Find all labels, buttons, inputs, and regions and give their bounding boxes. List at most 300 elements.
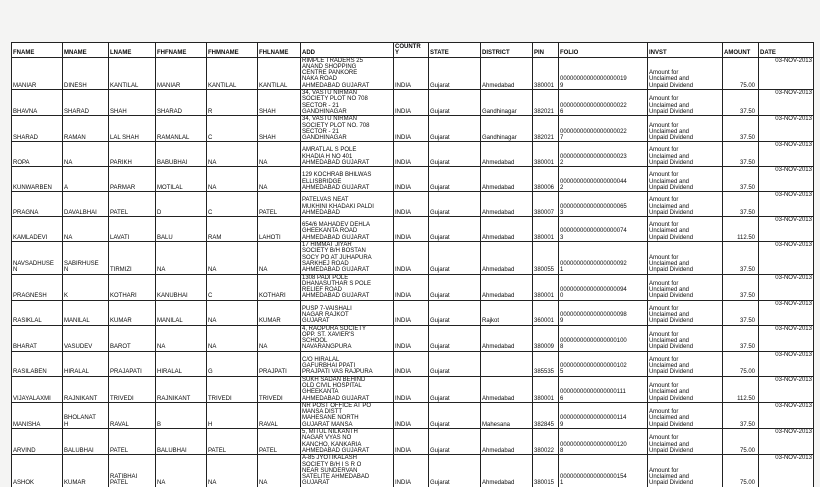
cell-amount-value: 37.50 [739,108,755,115]
cell-fhlname-value: PATEL [259,447,278,454]
cell-fhmname [207,242,258,274]
cell-fname [12,402,63,428]
column-header-label: DATE [760,50,776,57]
table-row [12,192,814,217]
cell-add [301,455,394,487]
cell-date [759,57,814,89]
cell-add-value: PUSP 7-VAISHALI NAGAR RAJKOT GUJARAT [302,305,352,325]
cell-invst [648,376,723,402]
cell-add-value: 34, VASTU NIRMAN SOCIETY PLOT NO. 708 SECTOR - 21 GANDHINAGAR [302,116,370,142]
cell-mname-value: HIRALAL [64,369,90,376]
cell-fhlname [258,429,301,455]
cell-district-value: Ahmedabad [482,395,515,402]
cell-mname [63,429,109,455]
cell-fhmname [207,300,258,325]
cell-lname [109,57,156,89]
cell-fhfname [156,351,207,376]
cell-lname-value: LAL SHAH [110,135,139,142]
cell-fhfname [156,455,207,487]
cell-state [429,116,481,142]
cell-fhlname [258,57,301,89]
cell-invst [648,300,723,325]
cell-pin [533,376,559,402]
cell-country [394,57,429,89]
cell-mname-value: BALUBHAI [64,447,94,454]
cell-invst [648,402,723,428]
cell-pin [533,142,559,167]
cell-state-value: Gujarat [430,184,450,191]
cell-pin [533,57,559,89]
cell-fname [12,192,63,217]
column-header-label: PIN [534,50,545,57]
cell-mname [63,242,109,274]
cell-pin-value: 380001 [534,160,555,167]
cell-pin-value: 380022 [534,447,555,454]
cell-date [759,429,814,455]
cell-add [301,217,394,242]
cell-fname-value: KUNWARBEN [13,184,52,191]
cell-fhmname-value: RAM [208,234,222,241]
cell-fname [12,376,63,402]
cell-lname [109,217,156,242]
cell-amount-value: 37.50 [739,267,755,274]
cell-fhlname [258,300,301,325]
cell-country [394,167,429,192]
cell-district-value: Gandhinagar [482,135,517,142]
cell-pin-value: 360001 [534,318,555,325]
cell-fhmname-value: NA [208,267,217,274]
cell-folio-value: 000000000000000001116 [560,389,626,402]
cell-lname-value: BAROT [110,344,131,351]
cell-state [429,325,481,351]
table-row [12,455,814,487]
cell-state-value: Gujarat [430,421,450,428]
cell-mname-value: DAVALBHAI [64,209,97,216]
cell-mname-value: NA [64,160,73,167]
cell-state-value: Gujarat [430,82,450,89]
cell-state-value: Gujarat [430,108,450,115]
cell-district-value: Ahmedabad [482,209,515,216]
cell-state-value: Gujarat [430,318,450,325]
cell-fhlname [258,242,301,274]
cell-add [301,300,394,325]
cell-folio [559,167,648,192]
cell-invst-value: Amount for Unclaimed and Unpaid Dividend [649,147,694,167]
cell-fhmname-value: NA [208,344,217,351]
table-row [12,142,814,167]
cell-country-value: INDIA [395,267,412,274]
cell-date-value: 03-NOV-2013 [775,116,812,123]
cell-lname [109,402,156,428]
cell-fhlname-value: NA [259,160,268,167]
cell-state [429,142,481,167]
cell-fname-value: MANIAR [13,82,37,89]
cell-district-value: Ahmedabad [482,293,515,300]
cell-invst-value: Amount for Unclaimed and Unpaid Dividend [649,96,694,115]
column-header-label: STATE [430,50,449,57]
table-row [12,57,814,89]
cell-lname [109,455,156,487]
cell-amount-value: 75.00 [739,82,755,89]
cell-folio [559,116,648,142]
cell-state [429,57,481,89]
cell-amount [723,325,759,351]
cell-state-value: Gujarat [430,209,450,216]
cell-amount-value: 37.50 [739,318,755,325]
column-header-label: INVST [649,50,667,57]
cell-district-value: Mahesana [482,421,511,428]
cell-fname [12,274,63,300]
cell-state [429,300,481,325]
cell-folio-value: 000000000000000000199 [560,76,627,89]
table-row [12,90,814,116]
cell-district-value: Ahmedabad [482,447,515,454]
cell-state-value: Gujarat [430,234,450,241]
cell-fhfname-value: BALU [157,234,173,241]
cell-country-value: INDIA [395,293,412,300]
cell-lname-value: PATEL [110,447,129,454]
cell-fhlname [258,142,301,167]
table-row [12,242,814,274]
cell-fhlname-value: TRIVEDI [259,395,283,402]
column-header-label: LNAME [110,50,132,57]
cell-fname-value: PRAGNA [13,209,39,216]
cell-date [759,192,814,217]
cell-invst-value: Amount for Unclaimed and Unpaid Dividend [649,222,694,241]
cell-fhmname [207,402,258,428]
cell-state-value: Gujarat [430,447,450,454]
cell-lname [109,167,156,192]
cell-mname-value: KUMAR [64,480,86,487]
cell-amount-value: 37.50 [739,293,755,300]
cell-amount-value: 37.50 [739,421,755,428]
table-row [12,217,814,242]
cell-add [301,351,394,376]
cell-folio [559,325,648,351]
cell-amount [723,274,759,300]
unclaimed-dividend-table [11,42,814,487]
column-header-state [429,43,481,58]
cell-add-value: C/O HIRALAL GAFURBHAI PPATI PRAJPATI VAS RAJPURA [302,356,373,376]
cell-fhlname-value: NA [259,480,268,487]
cell-fname-value: KAMLADEVI [13,234,48,241]
table-row [12,351,814,376]
column-header-mname [63,43,109,58]
cell-district [481,116,533,142]
cell-district [481,192,533,217]
cell-fhfname-value: MANIAR [157,82,181,89]
cell-state [429,402,481,428]
cell-mname [63,167,109,192]
cell-invst-value: Amount for Unclaimed and Unpaid Dividend [649,331,694,351]
cell-add-value: 4, RAOPURA SOCIETY OPP. ST. XAVIER'S SCHOOL NAVARANGPURA [302,325,366,351]
cell-country-value: INDIA [395,135,412,142]
cell-fhfname [156,300,207,325]
cell-date-value: 03-NOV-2013 [775,217,812,224]
cell-mname [63,325,109,351]
cell-fhfname [156,274,207,300]
cell-lname [109,90,156,116]
cell-fhfname [156,376,207,402]
cell-mname-value: NA [64,234,73,241]
cell-add-value: AMRATLAL S POLE KHADIA H NO 401 AHMEDABAD GUJARAT [302,147,370,167]
cell-lname [109,429,156,455]
cell-date-value: 03-NOV-2013 [775,90,812,97]
cell-district [481,455,533,487]
cell-fhlname-value: RAVAL [259,421,278,428]
cell-country [394,376,429,402]
cell-fhlname [258,455,301,487]
cell-mname-value: SHARAD [64,108,90,115]
cell-mname [63,116,109,142]
cell-add-value: RIMPLE TRADERS 25 ANAND SHOPPING CENTRE PANKORE NAKA ROAD AHMEDABAD GUJARAT [302,57,370,89]
cell-folio [559,142,648,167]
cell-folio-value: 000000000000000001208 [560,441,627,454]
cell-state-value: Gujarat [430,480,450,487]
column-header-label: MNAME [64,50,87,57]
cell-country [394,455,429,487]
cell-state-value: Gujarat [430,160,450,167]
cell-pin [533,351,559,376]
cell-mname-value: RAJNIKANT [64,395,98,402]
cell-add-value: 17 HIMMAT JIYAR SOCIETY B/H BOSTAN SOCY PO AT JUHAPURA SARKHEJ ROAD AHMEDABAD GUJARAT [302,242,372,274]
cell-invst [648,455,723,487]
cell-district-value: Ahmedabad [482,267,515,274]
cell-country [394,351,429,376]
cell-add-value: 129 KOCHRAB BHILWAS ELLISBRIDGE AHMEDABAD GUJARAT [302,172,372,191]
cell-lname-value: RAVAL [110,421,129,428]
cell-amount [723,217,759,242]
cell-country-value: INDIA [395,318,412,325]
table-row [12,116,814,142]
cell-date-value: 03-NOV-2013 [775,429,812,436]
cell-date-value: 03-NOV-2013 [775,300,812,307]
cell-folio-value: 000000000000000000743 [560,228,627,241]
cell-date [759,242,814,274]
table-row [12,402,814,428]
cell-fhlname-value: SHAH [259,135,276,142]
cell-fhfname-value: MOTILAL [157,184,183,191]
cell-fhlname-value: KOTHARI [259,293,286,300]
cell-folio [559,192,648,217]
cell-fhfname [156,402,207,428]
cell-fhfname [156,116,207,142]
cell-fhmname [207,116,258,142]
cell-pin-value: 382021 [534,108,555,115]
cell-fname-value: RASIKLAL [13,318,42,325]
cell-country [394,217,429,242]
cell-fhlname [258,192,301,217]
cell-invst [648,242,723,274]
cell-date [759,217,814,242]
cell-date-value: 03-NOV-2013 [775,57,812,64]
cell-amount-value: 37.50 [739,160,755,167]
cell-fname-value: SHARAD [13,135,39,142]
cell-lname-value: KANTILAL [110,82,139,89]
cell-fhlname-value: LAHOTI [259,234,281,241]
cell-fname [12,351,63,376]
cell-add [301,274,394,300]
cell-country-value: INDIA [395,447,412,454]
cell-invst-value: Amount for Unclaimed and Unpaid Dividend [649,70,694,89]
cell-state-value: Gujarat [430,267,450,274]
cell-pin [533,90,559,116]
cell-fhmname [207,455,258,487]
cell-fhlname [258,274,301,300]
cell-lname [109,351,156,376]
cell-invst-value: Amount for Unclaimed and Unpaid Dividend [649,382,694,402]
cell-folio [559,242,648,274]
cell-invst-value: Amount for Unclaimed and Unpaid Dividend [649,122,694,142]
cell-fhmname [207,376,258,402]
cell-add-value: NR POST OFFICE AT PO MANSA DISTT MAHESANE NORTH GUJARAT MANSA [302,402,372,428]
cell-fhmname-value: C [208,293,213,300]
cell-fhmname-value: KANTILAL [208,82,237,89]
cell-invst [648,57,723,89]
cell-add-value: 654/6 MAHADEV DEHLA GHEEKANTA ROAD AHMEDABAD GUJARAT [302,222,370,241]
cell-fname-value: ARVIND [13,447,36,454]
cell-pin-value: 382845 [534,421,555,428]
cell-amount-value: 112.50 [737,395,755,402]
column-header-date [759,43,814,58]
cell-date [759,402,814,428]
cell-state [429,167,481,192]
cell-add [301,376,394,402]
cell-state [429,274,481,300]
cell-date-value: 03-NOV-2013 [775,167,812,174]
cell-amount-value: 37.50 [739,184,755,191]
column-header-label: FHLNAME [259,50,289,57]
cell-invst-value: Amount for Unclaimed and Unpaid Dividend [649,197,694,216]
cell-mname [63,351,109,376]
cell-district-value: Rajkot [482,318,500,325]
cell-country-value: INDIA [395,234,412,241]
cell-fhlname [258,90,301,116]
column-header-fname [12,43,63,58]
cell-invst [648,167,723,192]
cell-fname-value: BHAVNA [13,108,38,115]
cell-date-value: 03-NOV-2013 [775,274,812,281]
cell-state [429,192,481,217]
cell-add [301,90,394,116]
cell-fhmname [207,274,258,300]
cell-invst [648,90,723,116]
cell-fhmname-value: H [208,421,213,428]
cell-lname [109,325,156,351]
cell-fhmname [207,217,258,242]
column-header-label: FHFNAME [157,50,187,57]
cell-fname [12,116,63,142]
cell-fname-value: RASILABEN [13,369,47,376]
cell-invst-value: Amount for Unclaimed and Unpaid Dividend [649,172,694,191]
cell-pin-value: 382021 [534,135,555,142]
cell-country [394,142,429,167]
column-header-amount [723,43,759,58]
cell-fhlname-value: NA [259,344,268,351]
cell-folio-value: 000000000000000000227 [560,128,627,142]
cell-district-value: Ahmedabad [482,344,515,351]
cell-folio-value: 000000000000000001149 [560,415,627,428]
cell-pin [533,455,559,487]
cell-pin-value: 380009 [534,344,555,351]
cell-add [301,429,394,455]
cell-fname-value: ROPA [13,160,30,167]
cell-amount [723,242,759,274]
column-header-label: FHMNAME [208,50,239,57]
cell-state [429,351,481,376]
cell-invst-value: Amount for Unclaimed and Unpaid Dividend [649,435,694,454]
cell-date-value: 03-NOV-2013 [775,376,812,383]
cell-fhmname-value: R [208,108,213,115]
cell-state [429,376,481,402]
cell-district [481,376,533,402]
cell-country [394,402,429,428]
cell-folio [559,274,648,300]
cell-date-value: 03-NOV-2013 [775,325,812,332]
cell-fhlname-value: NA [259,267,268,274]
cell-lname [109,116,156,142]
cell-fhfname [156,142,207,167]
cell-country [394,429,429,455]
cell-fname [12,142,63,167]
cell-pin [533,192,559,217]
table-row [12,376,814,402]
cell-pin [533,116,559,142]
cell-fhfname [156,325,207,351]
cell-amount [723,455,759,487]
cell-country-value: INDIA [395,82,412,89]
cell-country-value: INDIA [395,421,412,428]
column-header-folio [559,43,648,58]
cell-district-value: Ahmedabad [482,234,515,241]
cell-add [301,142,394,167]
cell-mname [63,142,109,167]
cell-lname-value: PARIKH [110,160,132,167]
cell-mname [63,217,109,242]
cell-fname [12,167,63,192]
cell-fhfname-value: NA [157,480,166,487]
cell-lname [109,242,156,274]
cell-invst-value: Amount for Unclaimed and Unpaid Dividend [649,356,694,376]
cell-fhmname [207,167,258,192]
cell-add-value: SUKH SADAN BEHIND OLD CIVIL HOSPITAL GHEEKANTA AHMEDABAD GUJARAT [302,376,370,402]
cell-district [481,57,533,89]
cell-amount [723,376,759,402]
cell-fhmname-value: G [208,369,213,376]
cell-date [759,455,814,487]
cell-fhmname [207,57,258,89]
cell-lname-value: KOTHARI [110,293,137,300]
cell-add-value: 1308 PADI POLE DHANASUTHAR S POLE RELIEF ROAD AHMEDABAD GUJARAT [302,274,372,300]
column-header-district [481,43,533,58]
cell-fname [12,242,63,274]
cell-fhmname-value: NA [208,160,217,167]
cell-folio-value: 000000000000000001008 [560,338,627,351]
cell-pin [533,300,559,325]
cell-fhmname [207,351,258,376]
cell-folio [559,217,648,242]
cell-add-value: PATELVAS NEAT MUKHINI KHADAKI PALDI AHMEDABAD [302,197,374,216]
cell-pin-value: 380006 [534,184,555,191]
cell-folio-value: 000000000000000000989 [560,311,627,325]
cell-invst [648,429,723,455]
cell-add-value: 34, VASTU NIRMAN SOCIETY PLOT NO 708 SECTOR - 21 GANDHINAGAR [302,90,368,115]
cell-mname [63,455,109,487]
cell-district-value: Ahmedabad [482,184,515,191]
cell-fhfname-value: MANILAL [157,318,183,325]
cell-fhmname-value: PATEL [208,447,227,454]
table-row [12,300,814,325]
